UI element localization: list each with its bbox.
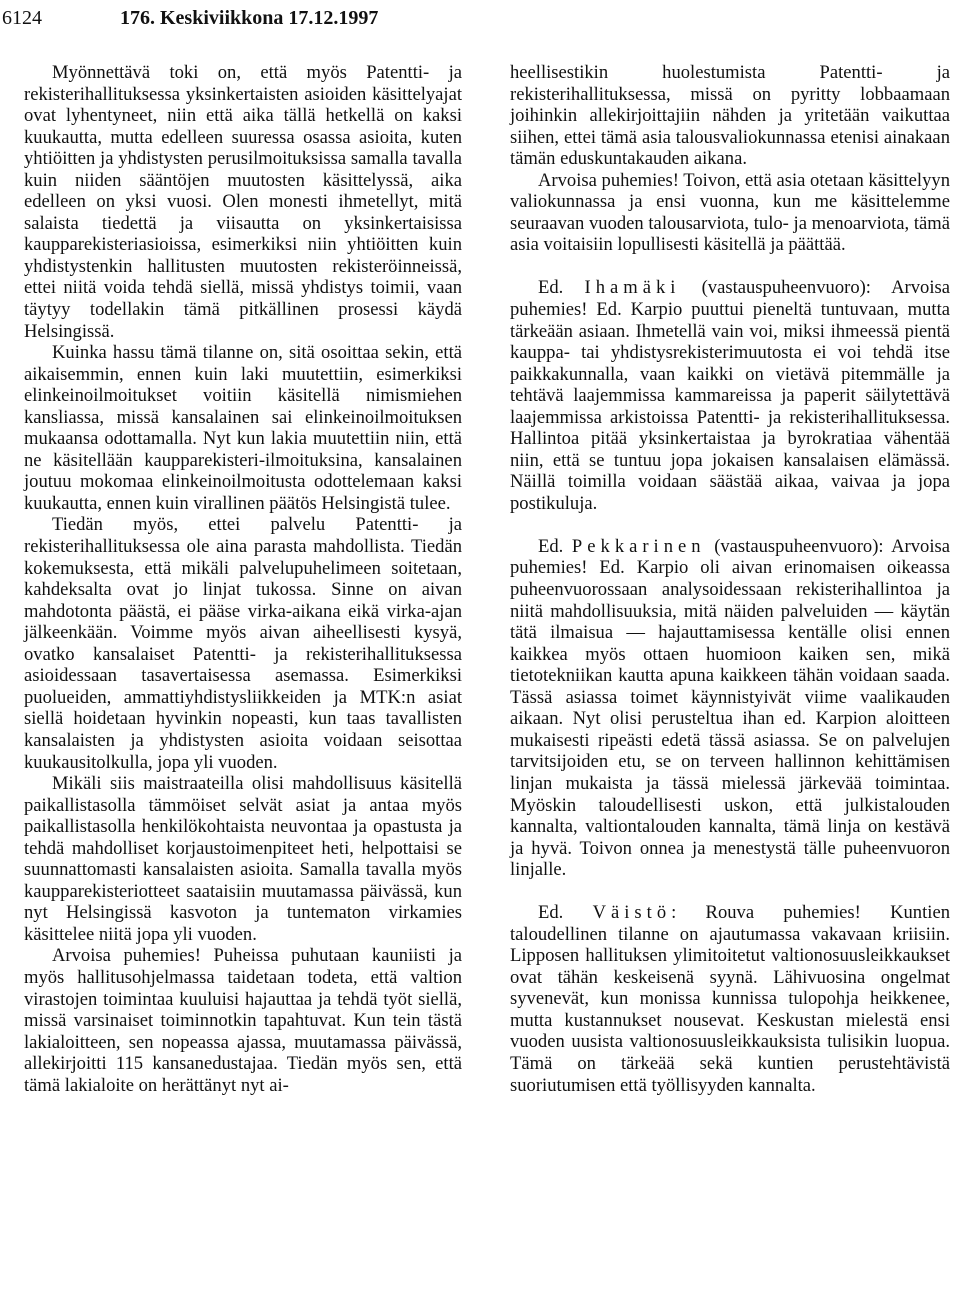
speaker-name: Ihamäki xyxy=(584,277,681,299)
paragraph: Mikäli siis maistraateilla olisi mahdollisuus käsitellä paikallistasolla tämmöiset selvät asiat ja antaa myös paikallistasolla henkilökohtaista neuvontaa ja opastusta ja tehdä mahdolliset korjaustoimenpiteet heti, helpottaisi se suunnattomasti kansalaisten asioita. Samalla tavalla myös kaupparekisteriotteet saataisiin muutamassa päivässä, kun nyt Helsingissä kasvoton ja tuntematon virkamies käsittelee niitä jopa yli vuoden. xyxy=(24,773,462,945)
speaker-prefix: Ed. xyxy=(538,535,564,557)
paragraph: Arvoisa puhemies! Toivon, että asia otetaan käsittelyyn valiokunnassa ja ensi vuonna, kun me käsittelemme seuraavan vuoden talousarviota, tulo- ja menoarviota, tämä asia voitaisiin lopullisesti käsitellä ja päättää. xyxy=(510,169,950,256)
paragraph: Myönnettävä toki on, että myös Patentti- ja rekisterihallituksessa yksinkertaisten asioiden käsittelyajat ovat lyhentyneet, niin että aika tällä hetkellä on kaksi kuukautta, mutta edelleen suuressa osassa asioita, kuten yhtiöitten ja yhdistysten perusilmoituksissa samalla tavalla kuin niiden sääntöjen muutosten käsittelyssä, aika edelleen on yksi vuosi. Olen monesti ihmetellyt, mitä salaista tiedettä ja viisautta on yksinkertaisissa kaupparekisteriasioissa, esimerkiksi niin yhtiöitten kuin yhdistystenkin hallitusten muutosten rekisteröinneissä, ettei niitä voida tehdä siellä, missä yhdistys toimii, vaan täytyy todellakin tämä pitkällinen prosessi käydä Helsingissä. xyxy=(24,62,462,342)
paragraph: Arvoisa puhemies! Puheissa puhutaan kauniisti ja myös hallitusohjelmassa taidetaan todeta, että valtion virastojen toimintaa kuuluisi hajauttaa ja tehdä työt siellä, missä varsinaiset toiminnotkin tapahtuvat. Kun tein tästä lakialoitteen, sen nopeassa ajassa, muutamassa päivässä, allekirjoitti 115 kansanedustajaa. Tiedän myös sen, että tämä lakialoite on herättänyt nyt ai- xyxy=(24,945,462,1096)
speech-text: (vastauspuheenvuoro): Arvoisa puhemies! Ed. Karpio puuttui pieneltä tuntuvaan, mutta tärkeään asiaan. Ihmetellä vain voi, miksi ihmeessä pientä kauppa- tai yhdistysrekisterimuutosta ei voi tehdä itse paikkakunnalla, vaan kaikki on vietävä pitemmälle ja tehtävä laajemmissa kammareissa ja paperit säilytettävä laajemmissa arkistoissa Patentti- ja rekisterihallituksessa. Hallintoa pitää yksinkertaistaa ja byrokratiaa vähentää niin, että se tuntuu jopa jokaisen kansalaisen elämässä. Näillä toimilla voidaan säästää aikaa, vaivaa ja jopa postikuluja. xyxy=(510,277,950,514)
speaker-prefix: Ed. xyxy=(538,902,564,924)
speech-vaisto xyxy=(510,902,950,1096)
session-date: 176. Keskiviikkona 17.12.1997 xyxy=(120,7,379,29)
right-column xyxy=(510,62,950,1096)
page-header xyxy=(0,6,960,36)
left-column xyxy=(24,62,462,1096)
paragraph: heellisestikin huolestumista Patentti- ja rekisterihallituksessa, missä on pyritty lobbaamaan joihinkin allekirjoittajiin nähden ja yritetään vaikuttaa siihen, ettei tämä asia talousvaliokunnassa etenisi ainakaan tämän eduskuntakauden aikana. xyxy=(510,62,950,170)
speaker-name: Pekkarinen xyxy=(571,535,706,557)
paragraph: Kuinka hassu tämä tilanne on, sitä osoittaa sekin, että aikaisemmin, ennen kuin laki muutettiin, esimerkiksi elinkeinoilmoitukset voitiin käsitellä nimismiehen kansliassa, missä kansalainen sai elinkeinoilmoituksen mukaansa odottamalla. Nyt kun lakia muutettiin niin, että ne käsitellään kaupparekisteri-ilmoituksina, kansalainen joutuu mokomaa elinkeinoilmoitusta odottelemaan kaksi kuukautta, ennen kuin virallinen päätös Helsingistä tulee. xyxy=(24,342,462,514)
speech-ihamaki xyxy=(510,277,950,514)
speech-text: : Rouva puhemies! Kuntien taloudellinen tilanne on ajautumassa vakavaan kriisiin. Lipposen hallituksen ylimitoitetut valtionosuusleikkaukset ovat tähän keskeisenä syynä. Lähivuosina ongelmat syvenevät, kun monissa kunnissa tulopohja heikkenee, mutta kustannukset nousevat. Keskustan mielestä ensi vuoden uusista valtionosuusleikkauksista tulisikin luopua. Tämä on tärkeää sekä kuntien perustehtävistä suoriutumisen että työllisyyden kannalta. xyxy=(510,902,950,1096)
speech-pekkarinen xyxy=(510,536,950,881)
page-number: 6124 xyxy=(2,7,42,29)
speaker-prefix: Ed. xyxy=(538,277,564,299)
speaker-name: Väistö xyxy=(592,902,672,924)
paragraph: Tiedän myös, ettei palvelu Patentti- ja rekisterihallituksessa ole aina parasta mahdollista. Tiedän kokemuksesta, että mikäli palvelupuhelimeen soitetaan, kahdeksalta ovat jo linjat tukossa. Sinne on aivan mahdotonta päästä, ei pääse virka-aikana eikä virka-ajan jälkeenkään. Voimme myös aivan aiheellisesti kysyä, ovatko kansalaiset Patentti- ja rekisterihallituksessa asioidessaan tasavertaisessa asemassa. Esimerkiksi puolueiden, ammattiyhdistysliikkeiden ja MTK:n asiat siellä hoidetaan hyvinkin nopeasti, kun taas tavallisten kansalaisten ja yhdistysten asioita voidaan seisottaa kuukausitolkulla, jopa yli vuoden. xyxy=(24,514,462,773)
speech-text: (vastauspuheenvuoro): Arvoisa puhemies! Ed. Karpio oli aivan erinomaisen oikeassa puheenvuorossaan analysoidessaan rekisterihallintoa ja niitä mahdollisuuksia, mitä näiden palveluiden — käytän tätä ilmaisua — hajauttamisessa kentälle olisi ennen kaikkea myös ottaen huomioon kaiken sen, mikä tietotekniikan kautta apuna kaikkeen tähän voidaan saada. Tässä asiassa toimet käynnistyivät viime vaalikauden aikaan. Nyt olisi perusteltua ihan ed. Karpion aloitteen mukaisesti ripeästi edetä tässä asiassa. Se on palvelujen tarvitsijoiden etu, se on terveen hallinnon kehittämisen linjan mukaista ja tässä mielessä järkevää toimintaa. Myöskin taloudellisesti uskon, että julkistalouden kannalta, valtiontalouden kannalta, tämä linja on kestävä ja hyvä. Toivon onnea ja menestystä tälle puheenvuoron linjalle. xyxy=(510,535,950,881)
